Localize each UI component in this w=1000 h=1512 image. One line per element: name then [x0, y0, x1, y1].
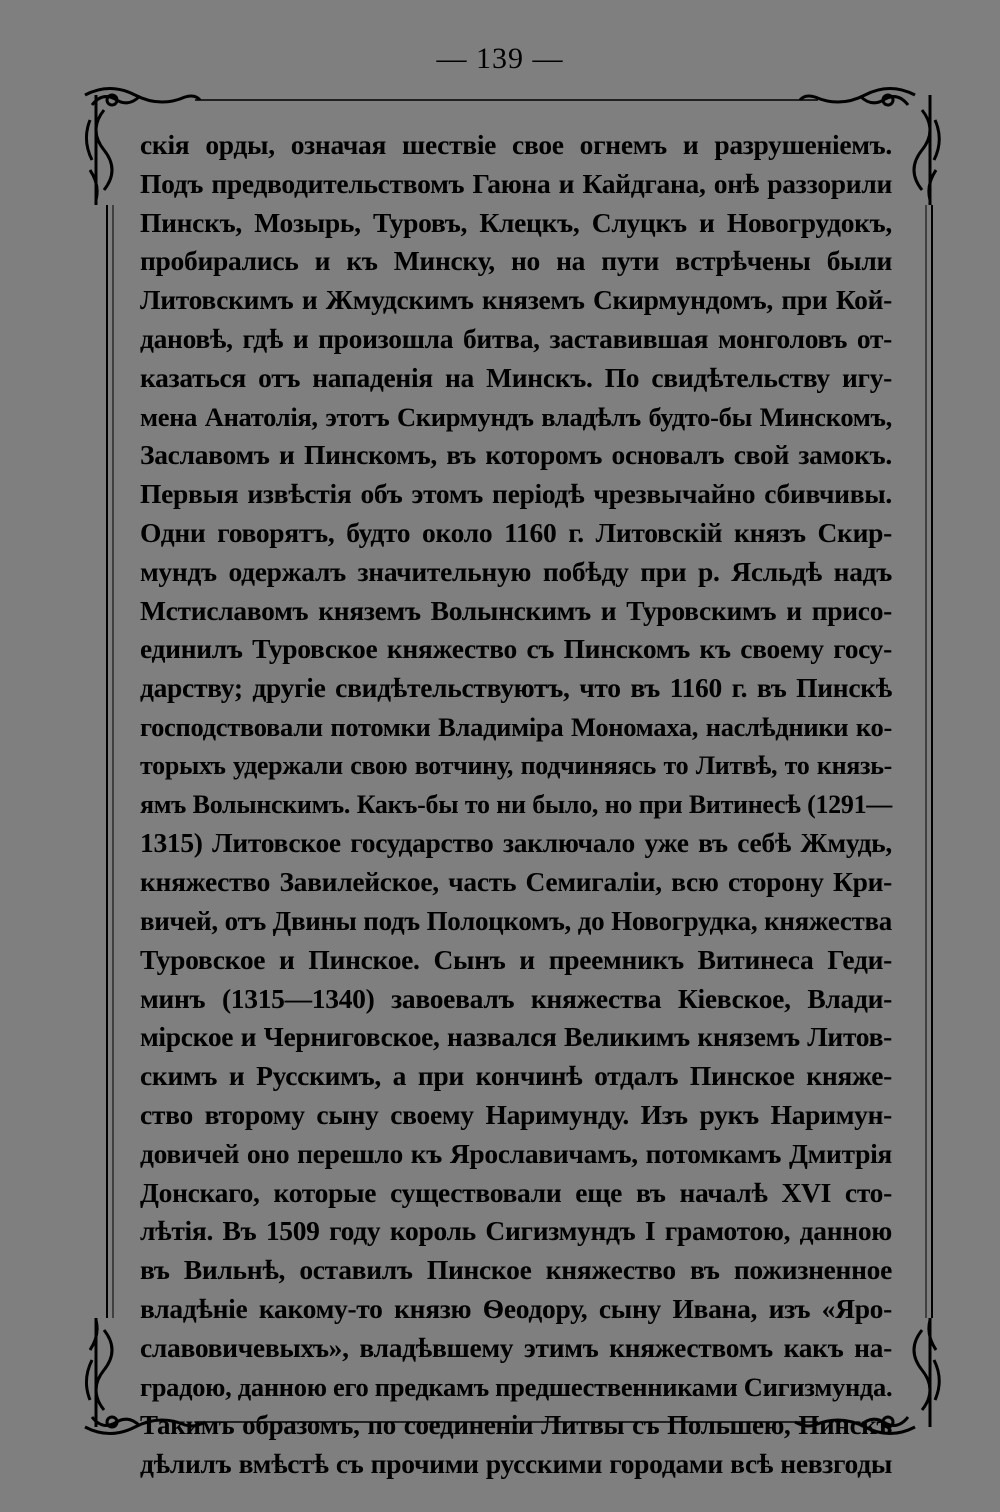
text-line: 1315) Литовское государство заключало уже въ себѣ Жмудь,	[140, 827, 892, 859]
text-line: Литовскимъ и Жмудскимъ княземъ Скирмундомъ, при Кой-	[140, 284, 892, 316]
text-line: вичей, отъ Двины подъ Полоцкомъ, до Новогрудка, княжества	[140, 905, 892, 936]
text-line: минъ (1315—1340) завоевалъ княжества Кіевское, Влади-	[140, 982, 892, 1014]
text-line: въ Вильнѣ, оставилъ Пинское княжество въ пожизненное	[140, 1254, 892, 1286]
text-line: Туровское и Пинское. Сынъ и преемникъ Витинеса Геди-	[140, 943, 892, 975]
text-line: Мстиславомъ княземъ Волынскимъ и Туровскимъ и присо-	[140, 594, 892, 626]
text-line: мірское и Черниговское, назвался Великимъ княземъ Литов-	[140, 1021, 892, 1053]
text-line: Донскаго, которые существовали еще въ началѣ XVI сто-	[140, 1176, 892, 1208]
text-line: градою, данною его предкамъ предшественниками Сигизмунда.	[140, 1371, 893, 1402]
text-line: Такимъ образомъ, по соединеніи Литвы съ Польшею, Пинскъ	[140, 1410, 892, 1441]
text-line: Заславомъ и Пинскомъ, въ которомъ основалъ свой замокъ.	[140, 439, 892, 471]
page-number: — 139 —	[436, 42, 564, 75]
text-line: ство второму сыну своему Наримунду. Изъ рукъ Наримун-	[140, 1098, 892, 1130]
text-line: лѣтія. Въ 1509 году король Сигизмундъ I грамотою, данною	[140, 1215, 892, 1247]
text-line: Одни говорятъ, будто около 1160 г. Литовскій князъ Скир-	[140, 516, 892, 548]
text-line: дарству; другіе свидѣтельствуютъ, что въ 1160 г. въ Пинскѣ	[140, 672, 892, 704]
text-line: торыхъ удержали свою вотчину, подчиняясь то Литвѣ, то князь-	[140, 750, 892, 780]
text-line: мундъ одержалъ значительную побѣду при р. Ясльдѣ надъ	[140, 555, 892, 587]
text-line: княжество Завилейское, часть Семигаліи, всю сторону Кри-	[140, 866, 892, 898]
text-line: скимъ и Русскимъ, а при кончинѣ отдалъ Пинское княже-	[140, 1060, 892, 1092]
text-line: господствовали потомки Владиміра Мономаха, наслѣдники ко-	[140, 711, 892, 742]
text-line: ямъ Волынскимъ. Какъ-бы то ни было, но при Витинесѣ (1291—	[140, 789, 892, 819]
text-line: владѣніе какому-то князю Ѳеодору, сыну Ивана, изъ «Яро-	[140, 1292, 892, 1324]
text-line: славовичевыхъ», владѣвшему этимъ княжествомъ какъ на-	[140, 1331, 892, 1363]
text-line: Пинскъ, Мозырь, Туровъ, Клецкъ, Слуцкъ и Новогрудокъ,	[140, 206, 892, 238]
body-text	[140, 126, 892, 1484]
text-line: дановѣ, гдѣ и произошла битва, заставившая монголовъ от-	[140, 322, 892, 354]
text-line: скія орды, означая шествіе свое огнемъ и разрушеніемъ.	[140, 129, 892, 160]
text-line: мена Анатолія, этотъ Скирмундъ владѣлъ будто-бы Минскомъ,	[140, 401, 892, 432]
text-line: Первыя извѣстія объ этомъ періодѣ чрезвычайно сбивчивы.	[140, 478, 892, 510]
text-line: довичей оно перешло къ Ярославичамъ, потомкамъ Дмитрія	[140, 1137, 892, 1169]
text-line: казаться отъ нападенія на Минскъ. По свидѣтельству игу-	[140, 361, 892, 393]
text-line: пробирались и къ Минску, но на пути встрѣчены были	[140, 245, 892, 277]
text-line: единилъ Туровское княжество съ Пинскомъ къ своему госу-	[140, 633, 892, 665]
text-line: Подъ предводительствомъ Гаюна и Кайдгана, онѣ раззорили	[140, 167, 892, 199]
text-line: дѣлилъ вмѣстѣ съ прочими русскими городами всѣ невзгоды	[140, 1448, 892, 1480]
